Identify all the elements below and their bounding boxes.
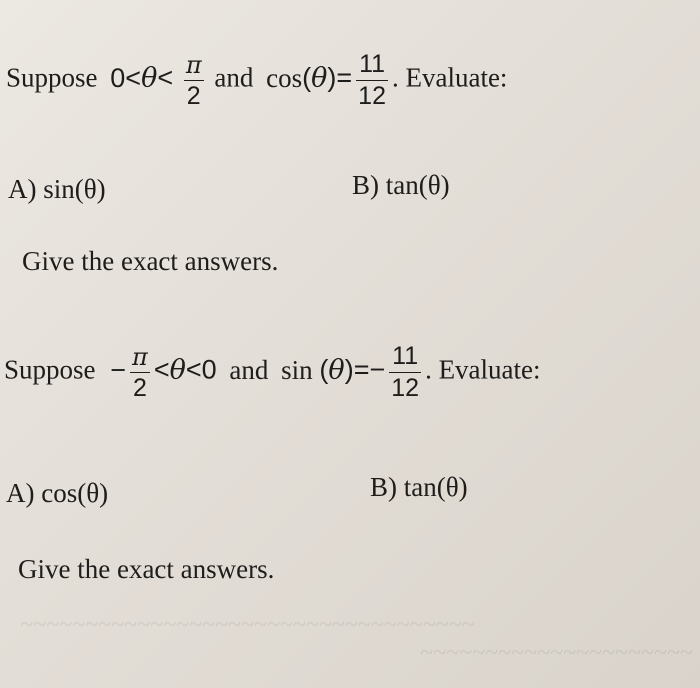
- suppose-word: Suppose: [4, 354, 96, 385]
- fraction-denominator: 12: [391, 374, 420, 402]
- function-name: sin: [281, 354, 313, 385]
- problem-1-part-a: A) sin(θ): [8, 174, 106, 204]
- suppose-word: Suppose: [6, 62, 98, 93]
- fraction-bar: [130, 372, 150, 373]
- paren-close: ): [327, 62, 337, 93]
- problem-2-instruction: Give the exact answers.: [18, 554, 275, 584]
- theta-symbol: θ: [328, 354, 345, 386]
- fraction-bar: [184, 80, 204, 81]
- theta-symbol: θ: [311, 62, 328, 94]
- fraction-denominator: 2: [186, 81, 201, 110]
- paren-close: ): [344, 354, 354, 385]
- problem-2-part-b: B) tan(θ): [370, 472, 468, 502]
- range-mid: <: [157, 62, 174, 93]
- equals-sign: =: [336, 62, 353, 93]
- range-suffix: <0: [185, 354, 217, 385]
- paper-bleed-through: ~~~~~~~~~~~~~~~~~~~~~~~~~~~~~~~~~~~: [20, 612, 475, 638]
- and-word: and: [229, 354, 269, 385]
- and-word: and: [214, 62, 254, 93]
- negative-sign: −: [110, 354, 127, 385]
- fraction-numerator: π: [185, 50, 202, 79]
- paren-open: (: [302, 62, 312, 93]
- fraction-numerator: 11: [359, 50, 386, 78]
- function-name: cos: [266, 62, 303, 93]
- equals-sign: =: [353, 354, 370, 385]
- fraction-numerator: 11: [392, 342, 419, 370]
- range-mid: <: [153, 354, 170, 385]
- problem-1-statement: [6, 52, 507, 109]
- fraction-bar: [389, 372, 421, 373]
- theta-symbol: θ: [169, 354, 186, 386]
- paper-bleed-through: ~~~~~~~~~~~~~~~~~~~~~: [420, 640, 693, 666]
- fraction-numerator: π: [132, 342, 148, 371]
- paren-open: (: [319, 354, 329, 385]
- problem-2-part-a: A) cos(θ): [6, 478, 109, 508]
- fraction-11-over-12: [389, 344, 421, 401]
- theta-symbol: θ: [141, 62, 158, 94]
- problem-1-part-b: B) tan(θ): [352, 170, 450, 200]
- problem-2-statement: [4, 344, 541, 401]
- fraction-denominator: 2: [132, 373, 147, 402]
- fraction-bar: [356, 80, 388, 81]
- fraction-11-over-12: [356, 52, 388, 109]
- fraction-denominator: 12: [358, 82, 386, 110]
- problem-1-instruction: Give the exact answers.: [22, 246, 279, 276]
- fraction-pi-over-2: [130, 342, 150, 402]
- range-prefix: 0<: [110, 62, 142, 93]
- negative-sign: −: [369, 354, 386, 385]
- evaluate-label: . Evaluate:: [425, 354, 541, 385]
- fraction-pi-over-2: [184, 50, 204, 110]
- evaluate-label: . Evaluate:: [391, 62, 508, 93]
